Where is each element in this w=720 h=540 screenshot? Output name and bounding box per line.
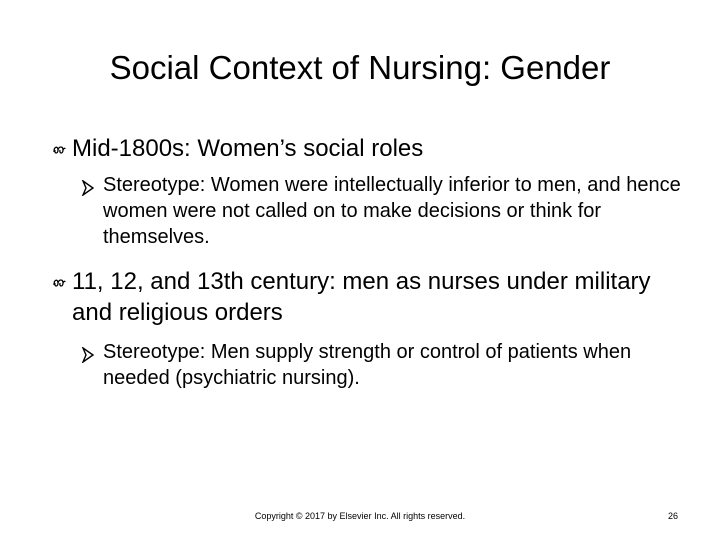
bullet-item — [52, 266, 692, 328]
bullet-text: 11, 12, and 13th century: men as nurses under military and religious orders — [72, 268, 651, 326]
bullet-text: Mid-1800s: Women’s social roles — [72, 135, 424, 162]
sub-bullet-item — [81, 172, 681, 250]
sub-bullet-text: Stereotype: Women were intellectually inferior to men, and hence women were not called on to make decisions or think for themselves. — [103, 174, 681, 248]
arrowhead-bullet-icon — [81, 344, 95, 360]
flourish-bullet-icon — [52, 266, 66, 297]
sub-bullet-text: Stereotype: Men supply strength or control of patients when needed (psychiatric nursing). — [103, 341, 632, 389]
sub-bullet-item — [81, 339, 681, 391]
slide-footer — [0, 508, 720, 524]
slide-title: Social Context of Nursing: Gender — [109, 49, 611, 86]
page-number: 26 — [667, 511, 678, 521]
arrowhead-bullet-icon — [81, 177, 95, 193]
flourish-bullet-icon — [52, 133, 66, 164]
copyright-notice: Copyright © 2017 by Elsevier Inc. All rights reserved. — [254, 511, 466, 521]
bullet-item — [52, 133, 692, 164]
